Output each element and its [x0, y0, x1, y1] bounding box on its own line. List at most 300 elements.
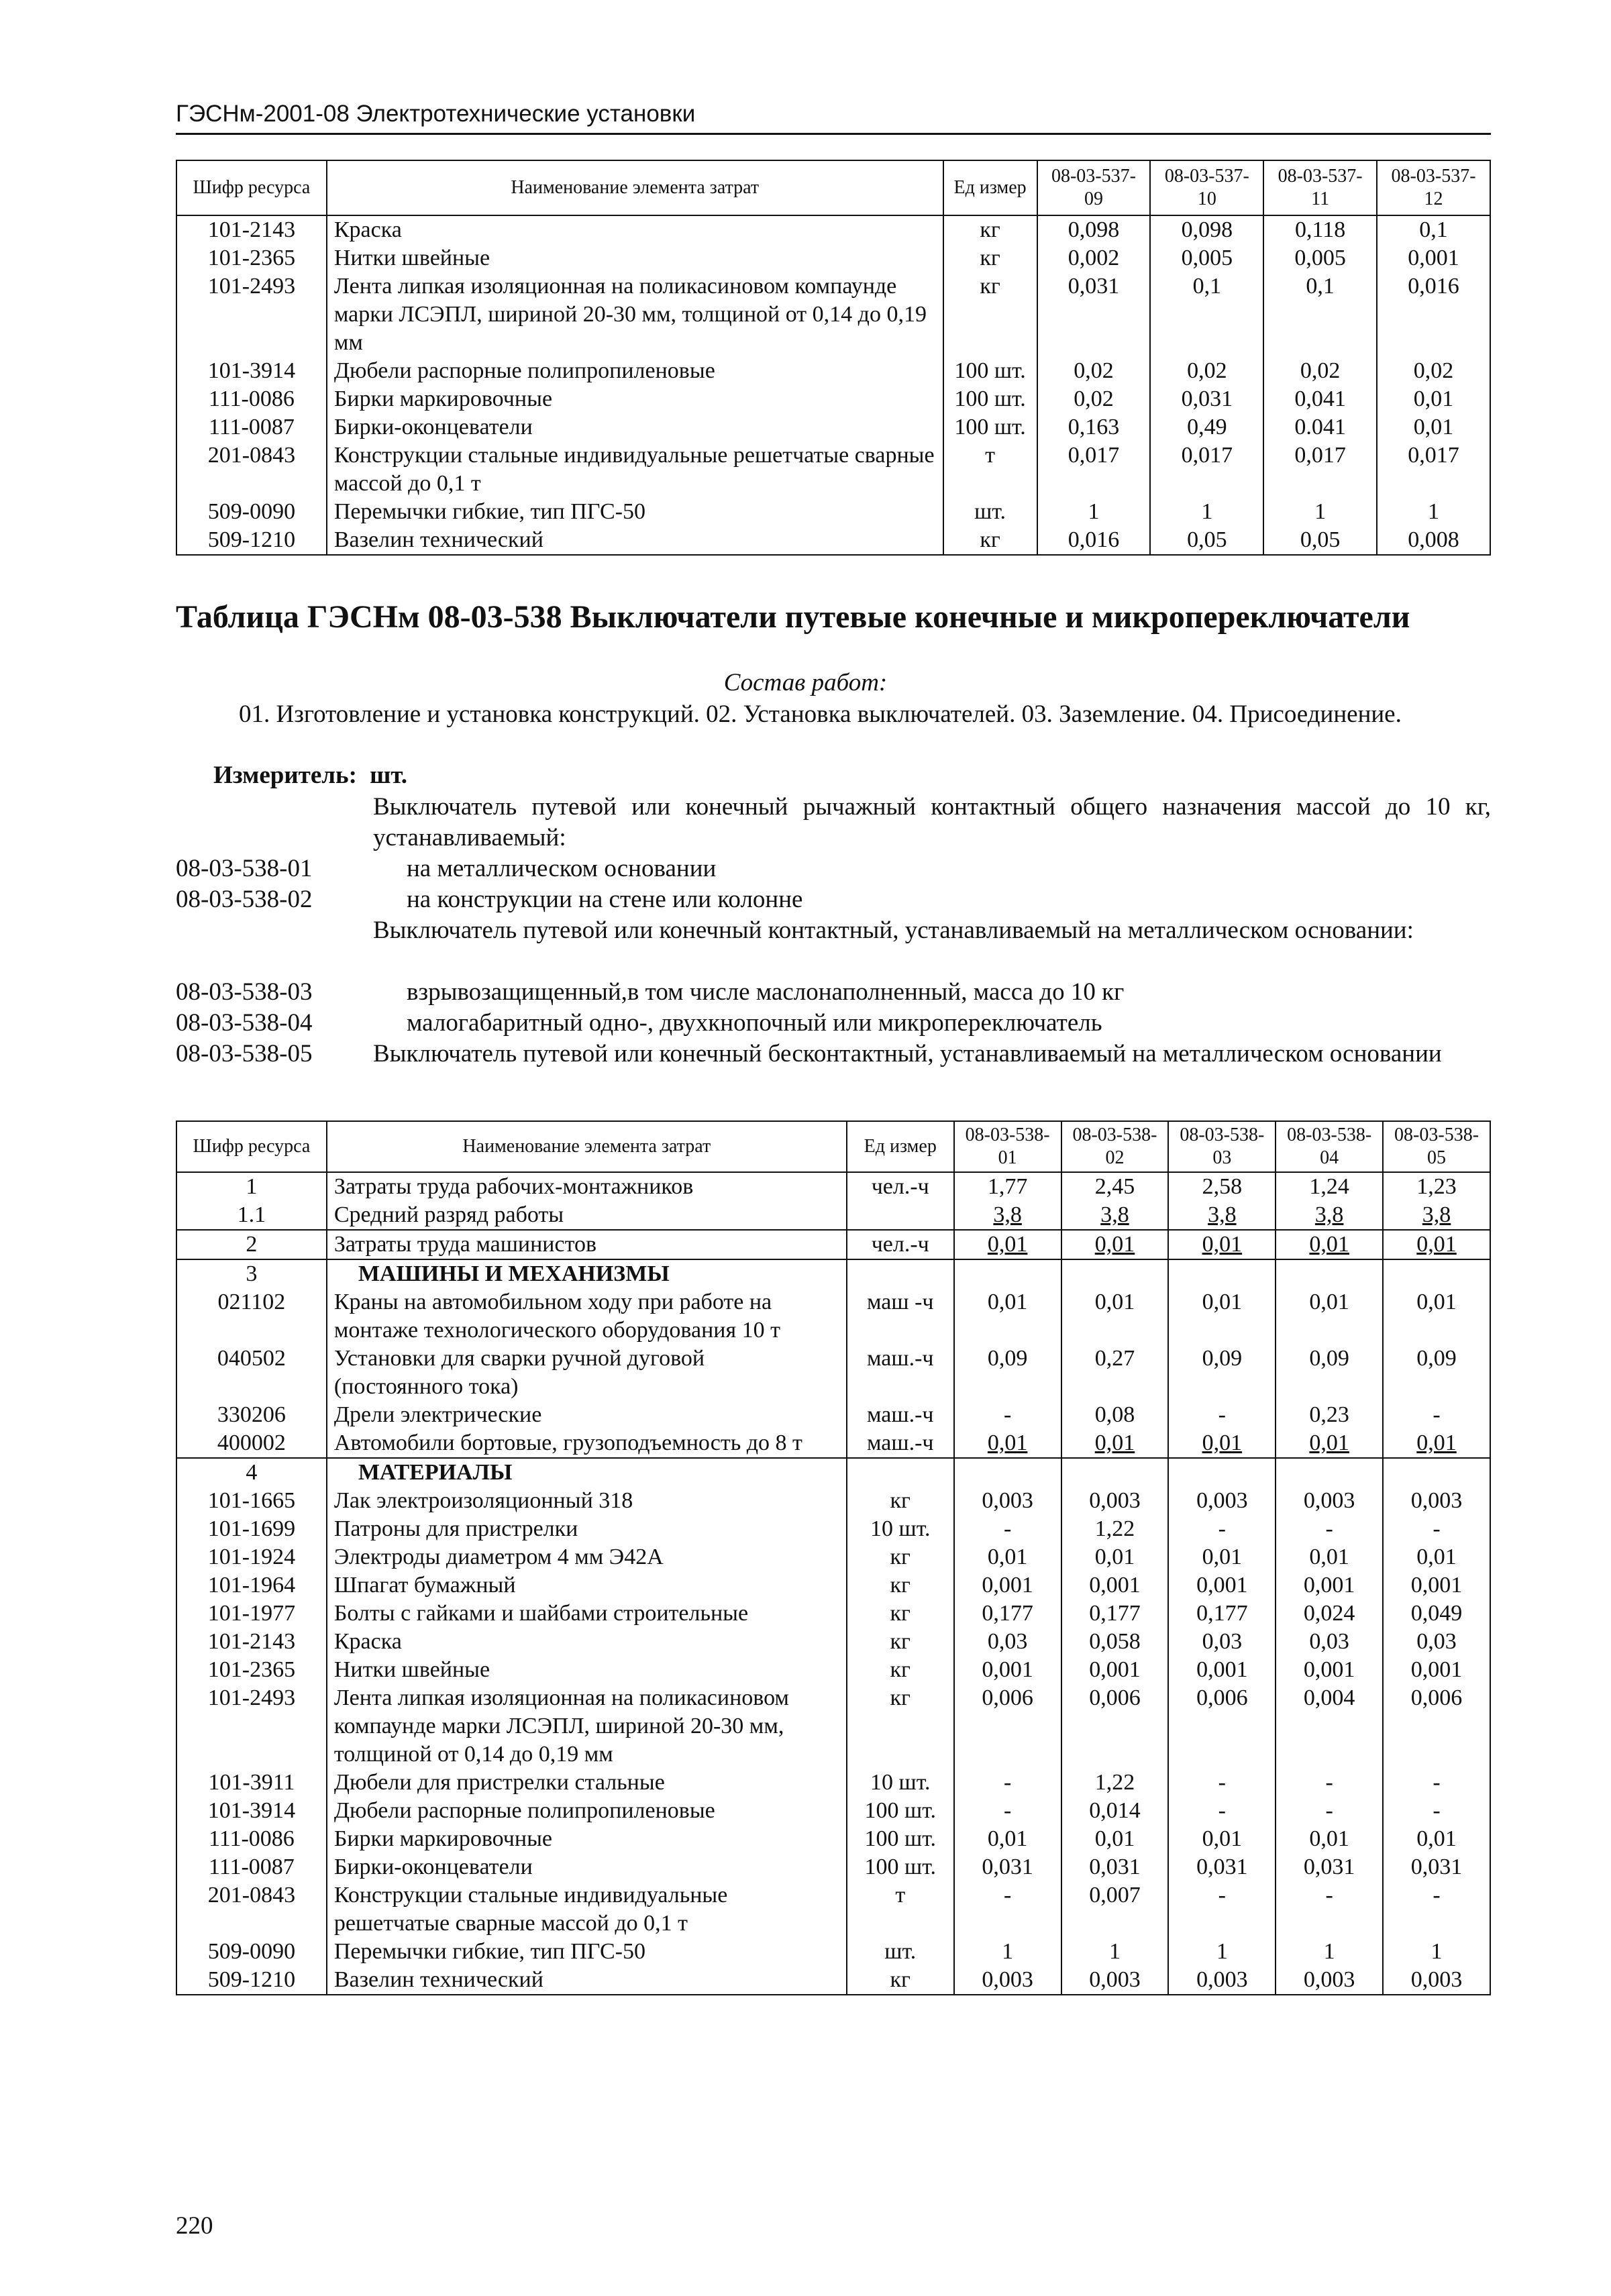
- cell-code: 330206: [176, 1401, 327, 1429]
- cell-value: 0,27: [1061, 1345, 1169, 1401]
- cell-value: 1,24: [1276, 1172, 1383, 1201]
- item-code: 08-03-538-01: [176, 855, 313, 882]
- cell-value: 0,006: [1168, 1684, 1276, 1769]
- col-header-538-02: 08-03-538-02: [1061, 1121, 1169, 1172]
- cell-value: 0,01: [954, 1288, 1061, 1345]
- cell-value: 0,017: [1263, 441, 1377, 498]
- cell-unit: чел.-ч: [847, 1172, 954, 1201]
- table1-body: [176, 215, 1490, 555]
- cell-value: 0,01: [1168, 1429, 1276, 1458]
- cell-value: 1,22: [1061, 1515, 1169, 1543]
- cell-value: 0,01: [1377, 385, 1490, 413]
- cell-name: Конструкции стальные индивидуальные решетчатые сварные массой до 0,1 т: [327, 1881, 847, 1938]
- cell-unit: 100 шт.: [943, 357, 1037, 385]
- cell-value: -: [1276, 1881, 1383, 1938]
- cell-name: Средний разряд работы: [327, 1201, 847, 1230]
- cell-value: 0,08: [1061, 1401, 1169, 1429]
- cell-code: 101-3914: [176, 1797, 327, 1825]
- cell-unit: [847, 1201, 954, 1230]
- col-header-name: Наименование элемента затрат: [327, 160, 943, 215]
- cell-unit: маш.-ч: [847, 1429, 954, 1458]
- cell-value: 0,1: [1377, 215, 1490, 244]
- cell-value: 0,004: [1276, 1684, 1383, 1769]
- cell-value: 0,118: [1263, 215, 1377, 244]
- cell-code: 509-0090: [176, 1938, 327, 1966]
- cell-unit: шт.: [847, 1938, 954, 1966]
- table-row: [176, 1543, 1490, 1571]
- cell-name: Бирки-оконцеватели: [327, 1853, 847, 1881]
- cell-name: Лента липкая изоляционная на поликасиновом компаунде марки ЛСЭПЛ, шириной 20-30 мм, толщиной от 0,14 до 0,19 мм: [327, 1684, 847, 1769]
- cell-value: 1: [1383, 1938, 1490, 1966]
- cell-value: 0,001: [1061, 1571, 1169, 1600]
- cell-value: [1276, 1259, 1383, 1288]
- cell-name: Дюбели распорные полипропиленовые: [327, 357, 943, 385]
- col-header-unit: Ед измер: [943, 160, 1037, 215]
- table-row: [176, 1571, 1490, 1600]
- cell-value: 0,003: [1168, 1487, 1276, 1515]
- cell-value: 0,01: [1383, 1825, 1490, 1853]
- cell-unit: кг: [847, 1628, 954, 1656]
- table-row: [176, 441, 1490, 498]
- cell-code: 040502: [176, 1345, 327, 1401]
- cell-value: 0,001: [1168, 1656, 1276, 1684]
- cell-value: 0,01: [1276, 1429, 1383, 1458]
- cell-code: 101-1964: [176, 1571, 327, 1600]
- cell-code: 101-2493: [176, 272, 327, 357]
- item-code: 08-03-538-05: [176, 1040, 313, 1067]
- cell-code: 101-1699: [176, 1515, 327, 1543]
- cell-value: [954, 1458, 1061, 1487]
- cell-value: 1,23: [1383, 1172, 1490, 1201]
- cell-unit: 100 шт.: [847, 1797, 954, 1825]
- cell-name: Лента липкая изоляционная на поликасиновом компаунде марки ЛСЭПЛ, шириной 20-30 мм, толщиной от 0,14 до 0,19 мм: [327, 272, 943, 357]
- cell-value: 0,005: [1263, 244, 1377, 272]
- table-row: [176, 1938, 1490, 1966]
- cell-unit: кг: [943, 244, 1037, 272]
- cell-value: 0,003: [954, 1487, 1061, 1515]
- cell-value: -: [1168, 1401, 1276, 1429]
- cell-value: 0,017: [1150, 441, 1263, 498]
- cell-value: 1: [1377, 498, 1490, 526]
- cell-code: 101-2143: [176, 215, 327, 244]
- cell-value: -: [1276, 1797, 1383, 1825]
- cell-value: 0,017: [1377, 441, 1490, 498]
- cell-value: 0,01: [954, 1543, 1061, 1571]
- col-header-unit: Ед измер: [847, 1121, 954, 1172]
- cell-value: 0,006: [954, 1684, 1061, 1769]
- cell-value: 0,02: [1150, 357, 1263, 385]
- cell-value: -: [1383, 1401, 1490, 1429]
- cell-value: 0,003: [1276, 1966, 1383, 1995]
- cell-unit: кг: [847, 1966, 954, 1995]
- cell-value: 0,09: [1168, 1345, 1276, 1401]
- cell-value: 0,01: [954, 1230, 1061, 1259]
- item-text: на металлическом основании: [407, 855, 717, 882]
- cell-value: -: [954, 1797, 1061, 1825]
- cell-unit: [847, 1259, 954, 1288]
- cell-value: 0,09: [1383, 1345, 1490, 1401]
- item-code: 08-03-538-04: [176, 1009, 313, 1037]
- col-header-538-03: 08-03-538-03: [1168, 1121, 1276, 1172]
- cell-value: -: [1383, 1769, 1490, 1797]
- cell-name: Электроды диаметром 4 мм Э42А: [327, 1543, 847, 1571]
- cell-value: 0,01: [1168, 1288, 1276, 1345]
- resource-table-538: [176, 1120, 1491, 1995]
- cell-name: Затраты труда рабочих-монтажников: [327, 1172, 847, 1201]
- cell-value: 0,003: [1276, 1487, 1383, 1515]
- cell-value: [1061, 1259, 1169, 1288]
- table-row: [176, 1172, 1490, 1201]
- cell-value: 0,03: [1168, 1628, 1276, 1656]
- cell-value: 1: [1168, 1938, 1276, 1966]
- cell-value: 0,01: [1061, 1288, 1169, 1345]
- cell-value: 0,008: [1377, 526, 1490, 555]
- table-row: [176, 272, 1490, 357]
- cell-name: Нитки швейные: [327, 244, 943, 272]
- cell-unit: кг: [847, 1684, 954, 1769]
- cell-value: 0,01: [1377, 413, 1490, 441]
- cell-value: 0,003: [1383, 1487, 1490, 1515]
- item-text: Выключатель путевой или конечный контактный, устанавливаемый на металлическом основании:: [373, 917, 1414, 944]
- cell-code: 509-1210: [176, 1966, 327, 1995]
- cell-value: 0,1: [1150, 272, 1263, 357]
- cell-unit: кг: [847, 1571, 954, 1600]
- cell-value: 0,02: [1037, 357, 1151, 385]
- cell-value: 1: [1150, 498, 1263, 526]
- cell-name: Бирки-оконцеватели: [327, 413, 943, 441]
- cell-value: -: [1168, 1797, 1276, 1825]
- cell-value: -: [954, 1515, 1061, 1543]
- cell-unit: кг: [847, 1656, 954, 1684]
- cell-name: Лак электроизоляционный 318: [327, 1487, 847, 1515]
- cell-value: 0,049: [1383, 1600, 1490, 1628]
- cell-code: 101-1924: [176, 1543, 327, 1571]
- cell-value: 0,177: [1061, 1600, 1169, 1628]
- cell-value: 0,01: [1168, 1543, 1276, 1571]
- table-row: [176, 244, 1490, 272]
- cell-value: 0,01: [1061, 1543, 1169, 1571]
- cell-value: 0,031: [1168, 1853, 1276, 1881]
- cell-value: 0,031: [1037, 272, 1151, 357]
- cell-code: 111-0086: [176, 385, 327, 413]
- cell-value: 0,031: [1383, 1853, 1490, 1881]
- cell-name: Дрели электрические: [327, 1401, 847, 1429]
- cell-value: 0,001: [1383, 1571, 1490, 1600]
- cell-value: 0,163: [1037, 413, 1151, 441]
- page-number: 220: [176, 2212, 213, 2240]
- table-row: [176, 1656, 1490, 1684]
- cell-code: 101-3911: [176, 1769, 327, 1797]
- cell-value: 3,8: [1383, 1201, 1490, 1230]
- cell-value: 3,8: [1061, 1201, 1169, 1230]
- cell-unit: 100 шт.: [847, 1825, 954, 1853]
- cell-code: 3: [176, 1259, 327, 1288]
- cell-name: Краны на автомобильном ходу при работе на монтаже технологического оборудования 10 т: [327, 1288, 847, 1345]
- cell-value: -: [1383, 1881, 1490, 1938]
- cell-code: 201-0843: [176, 441, 327, 498]
- cell-value: 1: [1061, 1938, 1169, 1966]
- cell-unit: маш -ч: [847, 1288, 954, 1345]
- table-row: [176, 1797, 1490, 1825]
- col-header-538-01: 08-03-538-01: [954, 1121, 1061, 1172]
- cell-unit: кг: [847, 1600, 954, 1628]
- cell-unit: [847, 1458, 954, 1487]
- cell-value: 0,003: [1061, 1966, 1169, 1995]
- item-text: на конструкции на стене или колонне: [407, 886, 803, 913]
- cell-value: 0,003: [1383, 1966, 1490, 1995]
- table2-body: [176, 1172, 1490, 1995]
- cell-value: 1: [1276, 1938, 1383, 1966]
- cell-value: 0,05: [1263, 526, 1377, 555]
- table-row: [176, 1684, 1490, 1769]
- cell-value: 1: [1037, 498, 1151, 526]
- cell-code: 1.1: [176, 1201, 327, 1230]
- table-row: [176, 1288, 1490, 1345]
- cell-code: 2: [176, 1230, 327, 1259]
- cell-code: 101-2493: [176, 1684, 327, 1769]
- cell-value: [1061, 1458, 1169, 1487]
- cell-value: 0,05: [1150, 526, 1263, 555]
- cell-value: 3,8: [1276, 1201, 1383, 1230]
- cell-code: 111-0087: [176, 413, 327, 441]
- item-text: Выключатель путевой или конечный рычажный контактный общего назначения массой до 10 кг, устанавливаемый:: [373, 793, 1491, 851]
- cell-value: -: [1168, 1881, 1276, 1938]
- cell-value: 0,001: [954, 1656, 1061, 1684]
- cell-value: 0,098: [1150, 215, 1263, 244]
- cell-unit: кг: [847, 1543, 954, 1571]
- cell-value: -: [1383, 1515, 1490, 1543]
- cell-name: Шпагат бумажный: [327, 1571, 847, 1600]
- item-text: взрывозащищенный,в том числе маслонаполненный, масса до 10 кг: [407, 978, 1125, 1006]
- cell-value: 0,09: [1276, 1345, 1383, 1401]
- cell-value: 0,03: [954, 1628, 1061, 1656]
- cell-value: 0,058: [1061, 1628, 1169, 1656]
- table-row: [176, 1628, 1490, 1656]
- cell-name: Бирки маркировочные: [327, 1825, 847, 1853]
- cell-value: -: [1276, 1769, 1383, 1797]
- cell-value: 3,8: [954, 1201, 1061, 1230]
- cell-value: 0,01: [1168, 1230, 1276, 1259]
- cell-value: 0,02: [1037, 385, 1151, 413]
- cell-value: 0,01: [954, 1825, 1061, 1853]
- cell-name: Патроны для пристрелки: [327, 1515, 847, 1543]
- cell-value: 0,01: [1276, 1543, 1383, 1571]
- cell-value: 0,01: [1061, 1230, 1169, 1259]
- cell-value: 0,01: [1276, 1288, 1383, 1345]
- table-row: [176, 1259, 1490, 1288]
- cell-value: 0,016: [1377, 272, 1490, 357]
- cell-name: Перемычки гибкие, тип ПГС-50: [327, 498, 943, 526]
- cell-value: 0,001: [1276, 1656, 1383, 1684]
- cell-value: 0,006: [1383, 1684, 1490, 1769]
- table-row: [176, 1230, 1490, 1259]
- cell-value: 0,09: [954, 1345, 1061, 1401]
- cell-name: Бирки маркировочные: [327, 385, 943, 413]
- item-text: Выключатель путевой или конечный бесконтактный, устанавливаемый на металлическом основании: [373, 1040, 1442, 1067]
- cell-value: 0,02: [1377, 357, 1490, 385]
- table-row: [176, 1515, 1490, 1543]
- cell-value: -: [1383, 1797, 1490, 1825]
- resource-table-537: [176, 160, 1491, 556]
- table-row: [176, 1401, 1490, 1429]
- cell-unit: кг: [943, 526, 1037, 555]
- cell-value: 3,8: [1168, 1201, 1276, 1230]
- cell-value: 0,001: [1276, 1571, 1383, 1600]
- cell-value: -: [954, 1401, 1061, 1429]
- cell-value: 0,001: [1383, 1656, 1490, 1684]
- table-row: [176, 1881, 1490, 1938]
- cell-name: Нитки швейные: [327, 1656, 847, 1684]
- cell-value: [1383, 1458, 1490, 1487]
- cell-unit: кг: [847, 1487, 954, 1515]
- cell-unit: 10 шт.: [847, 1769, 954, 1797]
- table-row: [176, 1769, 1490, 1797]
- cell-value: 0,031: [1276, 1853, 1383, 1881]
- cell-value: 0,02: [1263, 357, 1377, 385]
- cell-name: Вазелин технический: [327, 1966, 847, 1995]
- cell-value: 0,001: [1377, 244, 1490, 272]
- table-row: [176, 1600, 1490, 1628]
- table-row: [176, 215, 1490, 244]
- table-row: [176, 1825, 1490, 1853]
- cell-unit: 100 шт.: [847, 1853, 954, 1881]
- cell-value: 0,017: [1037, 441, 1151, 498]
- cell-name: МАШИНЫ И МЕХАНИЗМЫ: [327, 1259, 847, 1288]
- cell-code: 101-3914: [176, 357, 327, 385]
- cell-name: МАТЕРИАЛЫ: [327, 1458, 847, 1487]
- cell-value: 0,01: [1383, 1230, 1490, 1259]
- col-header-537-11: 08-03-537-11: [1263, 160, 1377, 215]
- cell-code: 101-2365: [176, 244, 327, 272]
- cell-unit: т: [847, 1881, 954, 1938]
- cell-code: 509-0090: [176, 498, 327, 526]
- cell-value: 0,01: [1061, 1825, 1169, 1853]
- col-header-538-05: 08-03-538-05: [1383, 1121, 1490, 1172]
- measure-line: [213, 761, 407, 790]
- cell-value: 0,041: [1263, 385, 1377, 413]
- cell-value: 0,031: [1061, 1853, 1169, 1881]
- table-row: [176, 498, 1490, 526]
- table-row: [176, 357, 1490, 385]
- cell-code: 1: [176, 1172, 327, 1201]
- cell-value: 0,002: [1037, 244, 1151, 272]
- cell-value: 0,1: [1263, 272, 1377, 357]
- works-text: 01. Изготовление и установка конструкций. 02. Установка выключателей. 03. Заземление. 04. Присоединение.: [239, 700, 1402, 728]
- cell-unit: 100 шт.: [943, 413, 1037, 441]
- cell-value: 2,58: [1168, 1172, 1276, 1201]
- cell-name: Краска: [327, 215, 943, 244]
- table-row: [176, 1201, 1490, 1230]
- measure-value: шт.: [370, 762, 408, 789]
- cell-value: 0,23: [1276, 1401, 1383, 1429]
- cell-value: 0,01: [1383, 1288, 1490, 1345]
- col-header-538-04: 08-03-538-04: [1276, 1121, 1383, 1172]
- cell-value: [954, 1259, 1061, 1288]
- cell-code: 021102: [176, 1288, 327, 1345]
- cell-code: 101-1977: [176, 1600, 327, 1628]
- cell-value: 0,03: [1276, 1628, 1383, 1656]
- table-row: [176, 1966, 1490, 1995]
- cell-value: 0,001: [1061, 1656, 1169, 1684]
- table-row: [176, 1458, 1490, 1487]
- cell-value: 0,005: [1150, 244, 1263, 272]
- col-header-code: Шифр ресурса: [176, 1121, 327, 1172]
- cell-value: [1276, 1458, 1383, 1487]
- cell-unit: чел.-ч: [847, 1230, 954, 1259]
- cell-value: 0,098: [1037, 215, 1151, 244]
- cell-value: 0,014: [1061, 1797, 1169, 1825]
- cell-value: 0,177: [954, 1600, 1061, 1628]
- cell-code: 111-0087: [176, 1853, 327, 1881]
- cell-value: 0,031: [1150, 385, 1263, 413]
- cell-value: 0,01: [1383, 1543, 1490, 1571]
- cell-value: 0,03: [1383, 1628, 1490, 1656]
- table-row: [176, 1429, 1490, 1458]
- cell-value: 2,45: [1061, 1172, 1169, 1201]
- cell-unit: 10 шт.: [847, 1515, 954, 1543]
- cell-value: 1: [1263, 498, 1377, 526]
- cell-value: -: [1276, 1515, 1383, 1543]
- cell-value: 0,024: [1276, 1600, 1383, 1628]
- cell-value: 1,77: [954, 1172, 1061, 1201]
- cell-value: 0,006: [1061, 1684, 1169, 1769]
- cell-value: -: [954, 1881, 1061, 1938]
- cell-unit: маш.-ч: [847, 1345, 954, 1401]
- cell-value: 0,49: [1150, 413, 1263, 441]
- cell-unit: кг: [943, 215, 1037, 244]
- works-heading: Состав работ:: [723, 669, 888, 696]
- table-row: [176, 1487, 1490, 1515]
- cell-code: 111-0086: [176, 1825, 327, 1853]
- cell-value: 0,01: [954, 1429, 1061, 1458]
- cell-name: Установки для сварки ручной дуговой (постоянного тока): [327, 1345, 847, 1401]
- measure-label: Измеритель:: [213, 762, 357, 789]
- table-row: [176, 385, 1490, 413]
- table-title: Таблица ГЭСНм 08-03-538 Выключатели путевые конечные и микропереключатели: [176, 599, 1410, 635]
- table-row: [176, 1345, 1490, 1401]
- cell-code: 400002: [176, 1429, 327, 1458]
- cell-value: 0,001: [954, 1571, 1061, 1600]
- cell-unit: маш.-ч: [847, 1401, 954, 1429]
- item-code: 08-03-538-02: [176, 886, 313, 913]
- cell-value: 0,003: [1168, 1966, 1276, 1995]
- table-row: [176, 1853, 1490, 1881]
- cell-value: -: [1168, 1515, 1276, 1543]
- cell-value: 0,001: [1168, 1571, 1276, 1600]
- cell-value: 1,22: [1061, 1769, 1169, 1797]
- col-header-name: Наименование элемента затрат: [327, 1121, 847, 1172]
- cell-code: 101-1665: [176, 1487, 327, 1515]
- cell-name: Вазелин технический: [327, 526, 943, 555]
- item-code: 08-03-538-03: [176, 978, 313, 1006]
- cell-value: 0,01: [1276, 1230, 1383, 1259]
- col-header-537-12: 08-03-537-12: [1377, 160, 1490, 215]
- cell-value: 0,016: [1037, 526, 1151, 555]
- cell-value: 0,01: [1276, 1825, 1383, 1853]
- cell-value: [1168, 1259, 1276, 1288]
- cell-code: 509-1210: [176, 526, 327, 555]
- cell-value: -: [954, 1769, 1061, 1797]
- cell-name: Конструкции стальные индивидуальные решетчатые сварные массой до 0,1 т: [327, 441, 943, 498]
- cell-unit: 100 шт.: [943, 385, 1037, 413]
- cell-code: 201-0843: [176, 1881, 327, 1938]
- item-text: малогабаритный одно-, двухкнопочный или микропереключатель: [407, 1009, 1102, 1037]
- table-row: [176, 526, 1490, 555]
- cell-name: Дюбели распорные полипропиленовые: [327, 1797, 847, 1825]
- cell-code: 101-2365: [176, 1656, 327, 1684]
- cell-unit: т: [943, 441, 1037, 498]
- cell-value: 0,007: [1061, 1881, 1169, 1938]
